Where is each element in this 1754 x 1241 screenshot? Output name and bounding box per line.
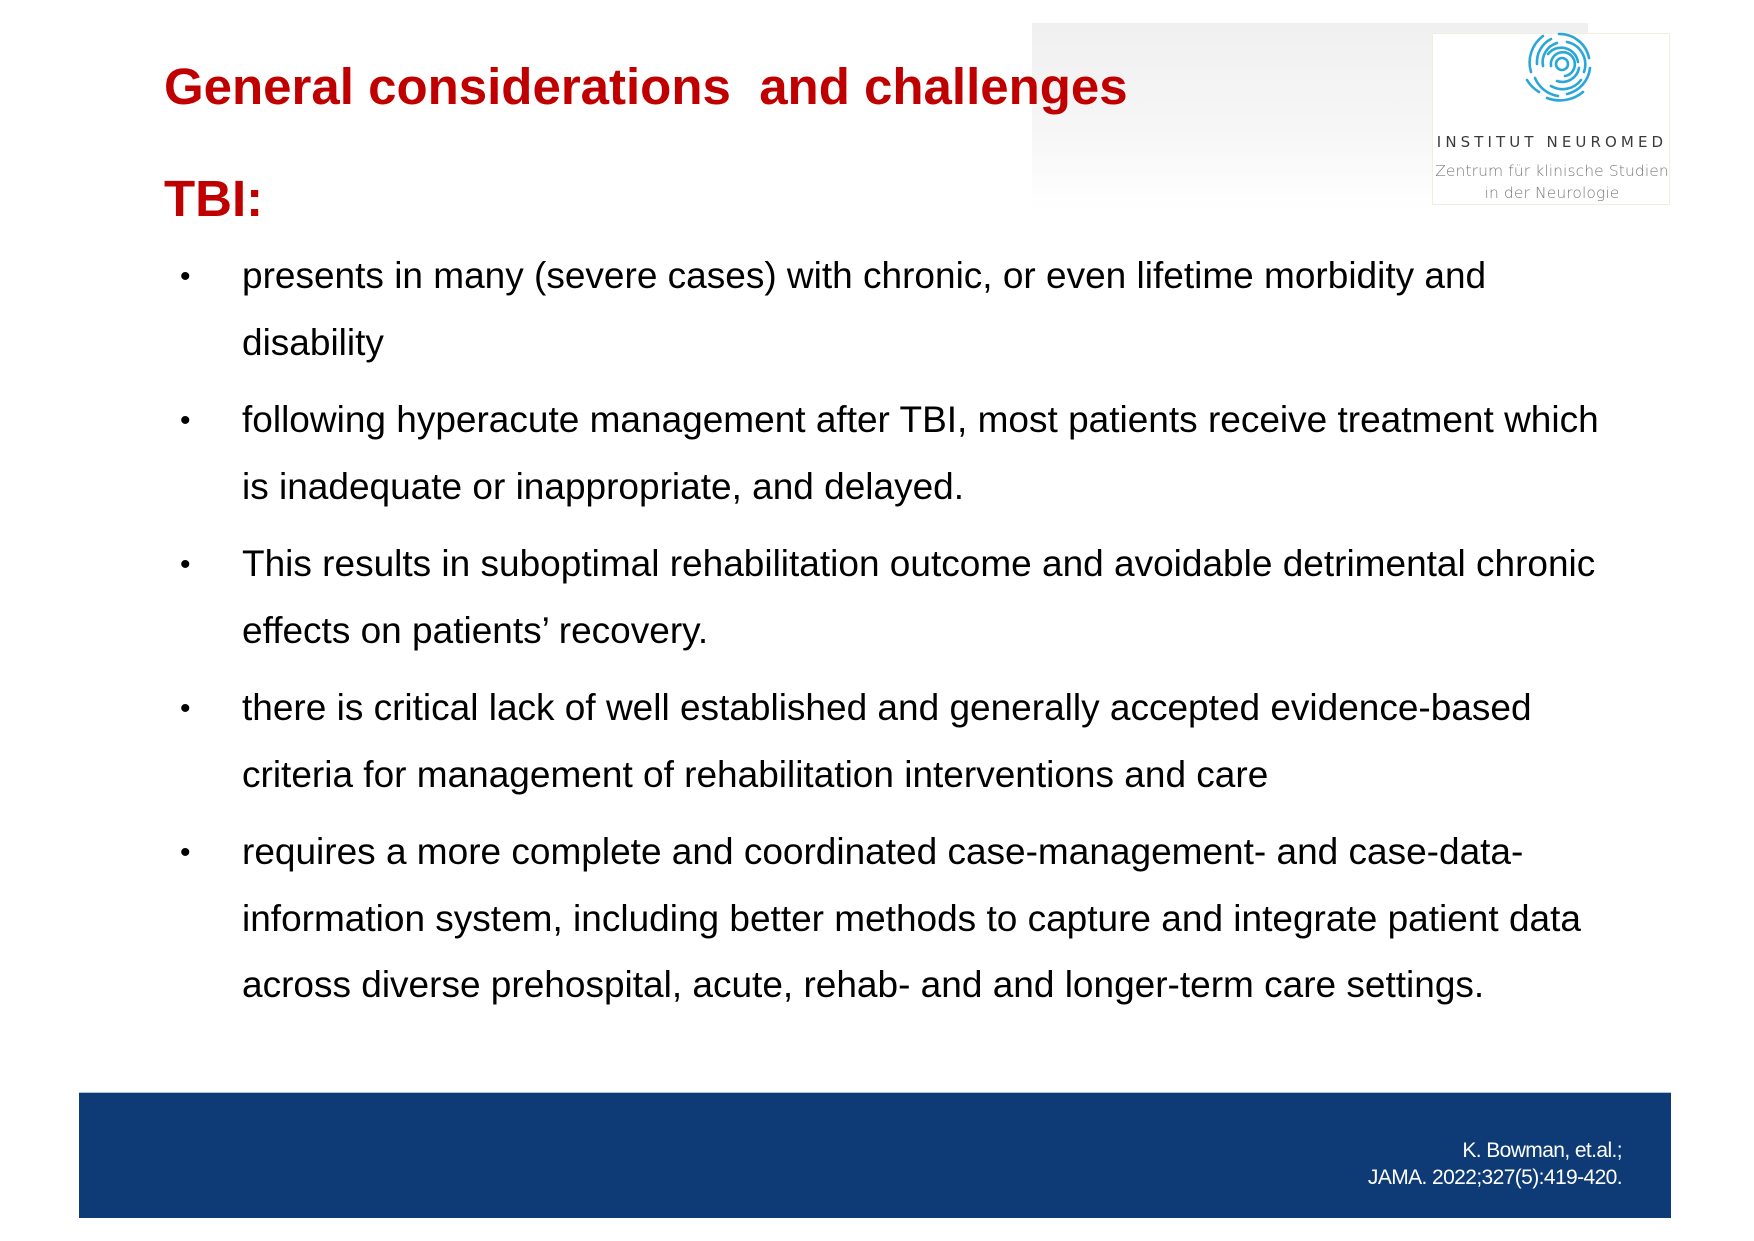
bullet-dot-icon: • [180,548,191,581]
bullet-text-line: This results in suboptimal rehabilitation outcome and avoidable detrimental chronic [242,543,1596,584]
bullet-text-line: requires a more complete and coordinated case-management- and case-data- [242,831,1524,872]
bullet-text-line: information system, including better methods to capture and integrate patient data [242,898,1581,939]
bullet-text-line: following hyperacute management after TBI, most patients receive treatment which [242,399,1599,440]
bullet-text-line: across diverse prehospital, acute, rehab- and and longer-term care settings. [242,964,1485,1005]
bullet-text-line: disability [242,322,384,363]
section-heading: TBI: [164,170,264,227]
logo-name: INSTITUT NEUROMED [1436,133,1668,151]
bullet-text-line: criteria for management of rehabilitation interventions and care [242,754,1269,795]
logo-subtitle-line2: in der Neurologie [1484,184,1620,202]
bullet-text-line: presents in many (severe cases) with chronic, or even lifetime morbidity and [242,255,1487,296]
citation-authors: K. Bowman, et.al.; [1462,1139,1622,1162]
logo-subtitle-line1: Zentrum für klinische Studien [1435,162,1669,180]
citation [1368,1137,1622,1191]
bullet-dot-icon: • [180,404,191,437]
spiral-fingerprint-icon [1515,28,1605,118]
bullet-dot-icon: • [180,692,191,725]
bullet-text-line: effects on patients’ recovery. [242,610,709,651]
slide-title: General considerations and challenges [164,58,1128,115]
bullet-text-line: there is critical lack of well established and generally accepted evidence-based [242,687,1532,728]
bullet-dot-icon: • [180,260,191,293]
bullet-dot-icon: • [180,836,191,869]
bullet-text-line: is inadequate or inappropriate, and delayed. [242,466,965,507]
citation-journal: JAMA. 2022;327(5):419-420. [1367,1166,1622,1189]
